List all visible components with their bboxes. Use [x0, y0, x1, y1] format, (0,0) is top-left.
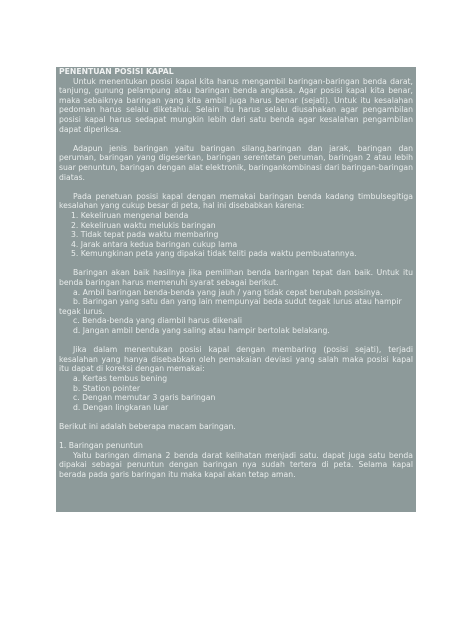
list-item: a. Kertas tembus bening: [73, 374, 168, 383]
paragraph-requirements: Baringan akan baik hasilnya jika pemilihan benda baringan tepat dan baik. Untuk itu benda baringan harus memenuhi syarat sebagai berikut.: [59, 268, 413, 288]
list-item: d. Dengan lingkaran luar: [73, 402, 169, 412]
spacer: [59, 134, 413, 144]
list-item: d. Jangan ambil benda yang saling atau hampir bertolak belakang.: [73, 326, 330, 336]
paragraph-errors: Pada penetuan posisi kapal dengan memakai baringan benda kadang timbulsegitiga kesalahan yang cukup besar di peta, hal ini disebabkan karena:: [59, 191, 413, 211]
paragraph-intro: Untuk menentukan posisi kapal kita harus mengambil baringan-baringan benda darat, tanjung, gunung pelampung atau baringan benda angkasa. Agar posisi kapal kita benar, maka sebaiknya baringan yang kita ambil juga harus benar (sejati). Untuk itu kesalahan pedoman harus selalu diketahui. Selain itu harus selalu diusahakan agar pengambilan posisi kapal harus sedapat mungkin lebih dari satu benda agar kesalahan pengambilan dapat diperiksa.: [59, 76, 413, 134]
list-item: c. Benda-benda yang diambil harus dikenali: [73, 316, 242, 326]
list-item: 4. Jarak antara kedua baringan cukup lama: [71, 239, 238, 249]
list-item: 2. Kekeliruan waktu melukis baringan: [71, 220, 216, 230]
paragraph-correction: Jika dalam menentukan posisi kapal dengan membaring (posisi sejati), terjadi kesalahan yang hanya disebabkan oleh pemakaian deviasi yang salah maka posisi kapal itu dapat di koreksi dengan memakai:: [59, 345, 413, 374]
paragraph-kinds: Berikut ini adalah beberapa macam baringan.: [59, 421, 236, 431]
spacer: [59, 259, 413, 269]
list-item: a. Ambil baringan benda-benda yang jauh / yang tidak cepat berubah posisinya.: [73, 287, 383, 297]
list-item: 3. Tidak tepat pada waktu membaring: [71, 230, 219, 240]
spacer: [59, 182, 413, 192]
list-item: c. Dengan memutar 3 garis baringan: [73, 393, 216, 403]
spacer: [59, 432, 413, 442]
section-heading: 1. Baringan penuntun: [59, 441, 143, 451]
paragraph-types: Adapun jenis baringan yaitu baringan silang,baringan dan jarak, baringan dan peruman, baringan yang digeserkan, baringan serentetan peruman, baringan 2 atau lebih suar penuntun, baringan dengan alat elektronik, baringankombinasi dari baringan-baringan diatas.: [59, 143, 413, 182]
spacer: [59, 412, 413, 422]
document-title: PENENTUAN POSISI KAPAL: [59, 67, 174, 76]
list-item: b. Station pointer: [73, 383, 141, 393]
paragraph-leading-bearing: Yaitu baringan dimana 2 benda darat kelihatan menjadi satu. dapat juga satu benda dipakai sebagai penuntun dengan baringan nya sudah tertera di peta. Selama kapal berada pada garis baringan itu maka kapal akan tetap aman.: [59, 450, 413, 479]
list-item: 5. Kemungkinan peta yang dipakai tidak teliti pada waktu pembuatannya.: [71, 249, 357, 259]
list-item: b. Baringan yang satu dan yang lain mempunyai beda sudut tegak lurus atau hampir tegak lurus.: [59, 297, 402, 316]
spacer: [59, 336, 413, 346]
document-page: [56, 67, 416, 512]
list-item: 1. Kekeliruan mengenal benda: [71, 210, 189, 220]
